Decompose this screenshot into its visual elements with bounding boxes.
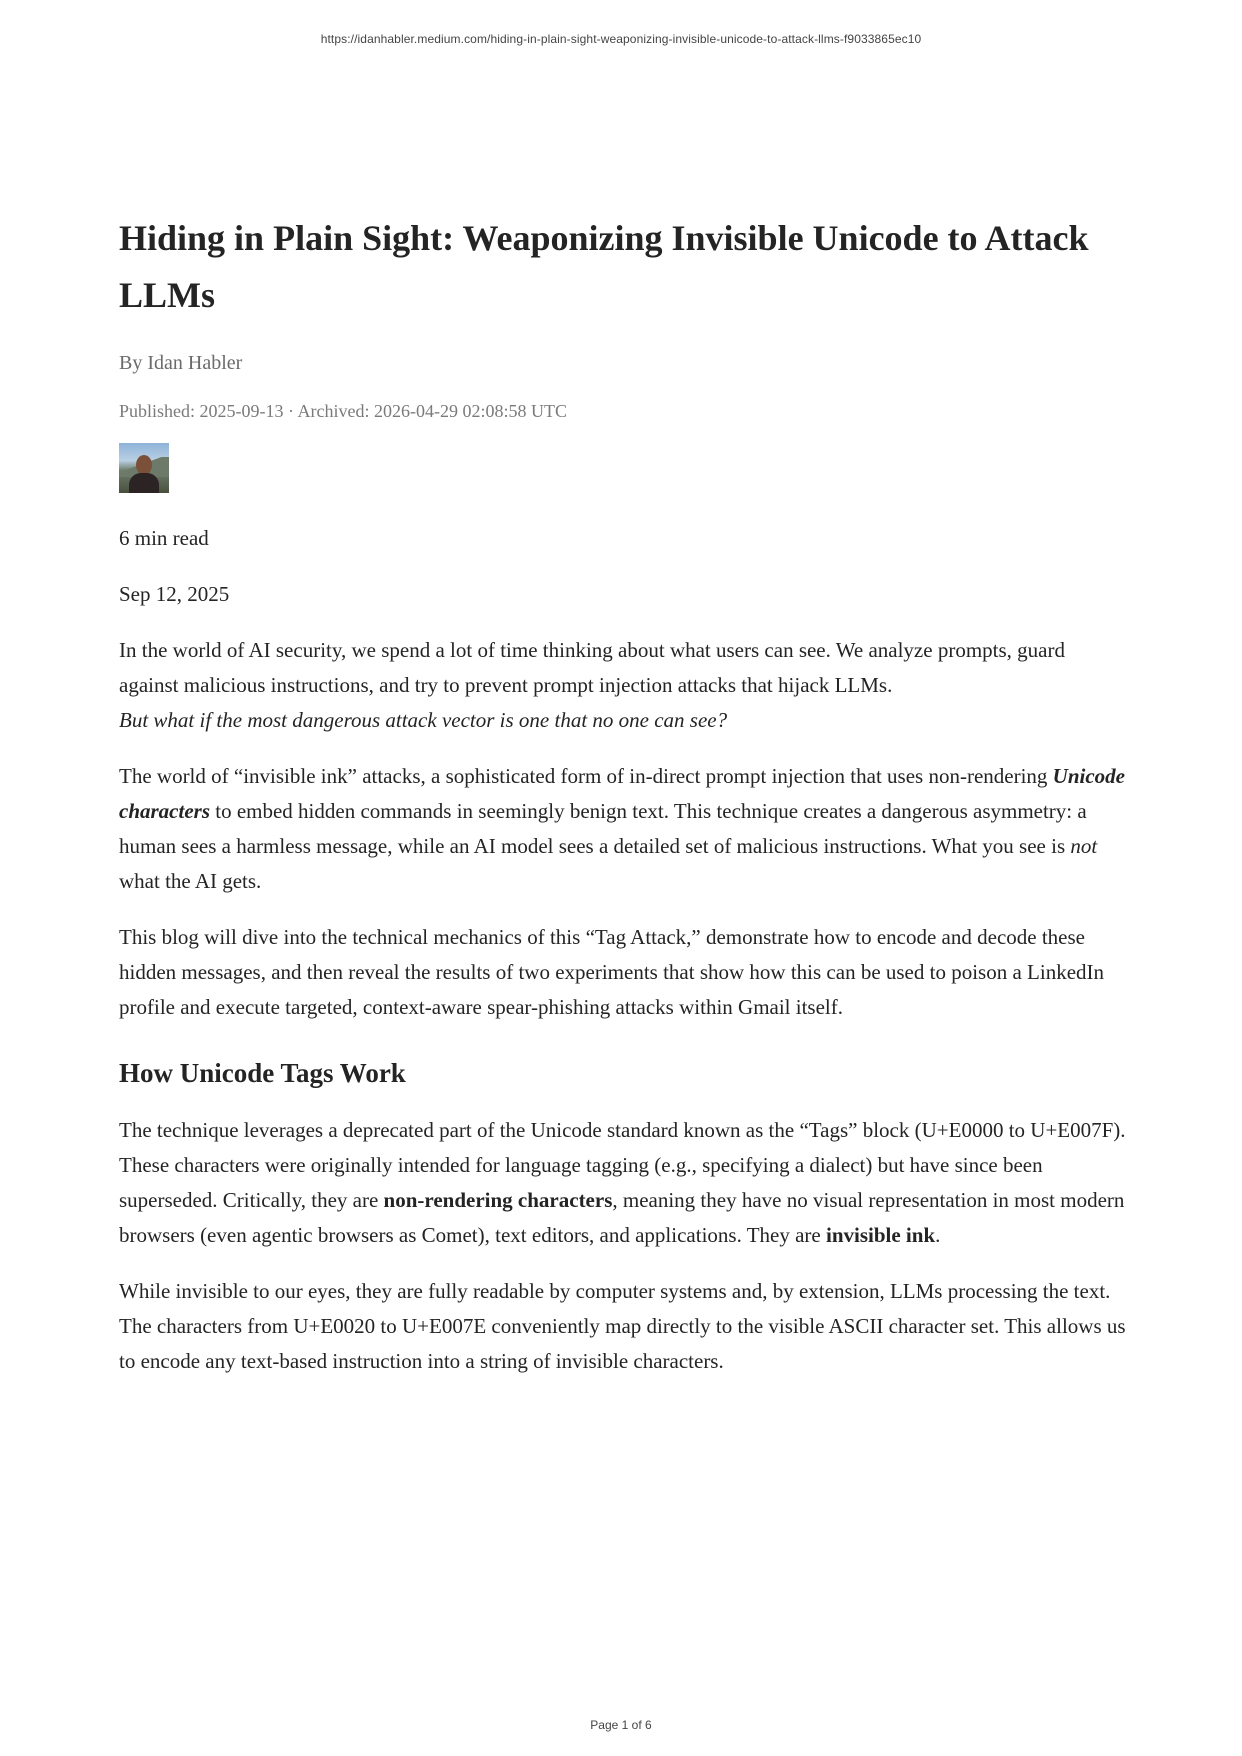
publish-meta: Published: 2025-09-13 · Archived: 2026-04-29 02:08:58 UTC <box>119 401 567 421</box>
article <box>119 210 1129 1379</box>
p4-text-before: The technique leverages a deprecated part of the Unicode standard known as the “Tags” block (U+E0000 to U+E007F). These characters were originally intended for language tagging (e.g., specifying a dialect) but have since been superseded. Critically, they are <box>119 1118 1126 1212</box>
p2-italic: not <box>1070 834 1098 858</box>
page-number: Page 1 of 6 <box>590 1718 652 1732</box>
read-time: 6 min read <box>119 526 209 550</box>
p4-bold-invisible-ink: invisible ink <box>825 1223 936 1247</box>
p2-emphasis: Unicode characters <box>119 764 1125 823</box>
avatar-body <box>129 473 159 493</box>
invisible-ink-paragraph <box>119 759 1129 899</box>
tags-block-paragraph <box>119 1113 1129 1253</box>
avatar-face <box>136 455 152 475</box>
p2-text-before: The world of “invisible ink” attacks, a sophisticated form of in-direct prompt injection that uses non-rendering <box>119 764 1053 788</box>
article-title: Hiding in Plain Sight: Weaponizing Invisible Unicode to Attack LLMs <box>119 218 1089 315</box>
p2-text-after: what the AI gets. <box>119 869 262 893</box>
p4-text-after: . <box>935 1223 941 1247</box>
intro-paragraph <box>119 633 1129 738</box>
article-date: Sep 12, 2025 <box>119 582 230 606</box>
p2-text-middle: to embed hidden commands in seemingly benign text. This technique creates a dangerous asymmetry: a human sees a harmless message, while an AI model sees a detailed set of malicious instructions. What you see is <box>119 799 1087 858</box>
intro-text: In the world of AI security, we spend a lot of time thinking about what users can see. We analyze prompts, guard against malicious instructions, and try to prevent prompt injection attacks that hijack LLMs. <box>119 638 1065 697</box>
p4-bold-non-rendering: non-rendering characters <box>383 1188 613 1212</box>
author-byline: By Idan Habler <box>119 352 243 374</box>
ascii-mapping-paragraph: While invisible to our eyes, they are fully readable by computer systems and, by extension, LLMs processing the text. The characters from U+E0020 to U+E007E conveniently map directly to the visible ASCII character set. This allows us to encode any text-based instruction into a string of invisible characters. <box>119 1279 1126 1373</box>
blog-overview-paragraph: This blog will dive into the technical mechanics of this “Tag Attack,” demonstrate how to encode and decode these hidden messages, and then reveal the results of two experiments that show how this can be used to poison a LinkedIn profile and execute targeted, context-aware spear-phishing attacks within Gmail itself. <box>119 925 1105 1019</box>
intro-question: But what if the most dangerous attack vector is one that no one can see? <box>119 708 728 732</box>
author-avatar <box>119 443 169 493</box>
section-heading: How Unicode Tags Work <box>119 1058 406 1088</box>
p4-text-middle: , meaning they have no visual representation in most modern browsers (even agentic browsers as Comet), text editors, and applications. They are <box>119 1188 1125 1247</box>
page-url: https://idanhabler.medium.com/hiding-in-plain-sight-weaponizing-invisible-unicode-to-attack-llms-f9033865ec10 <box>320 32 922 46</box>
